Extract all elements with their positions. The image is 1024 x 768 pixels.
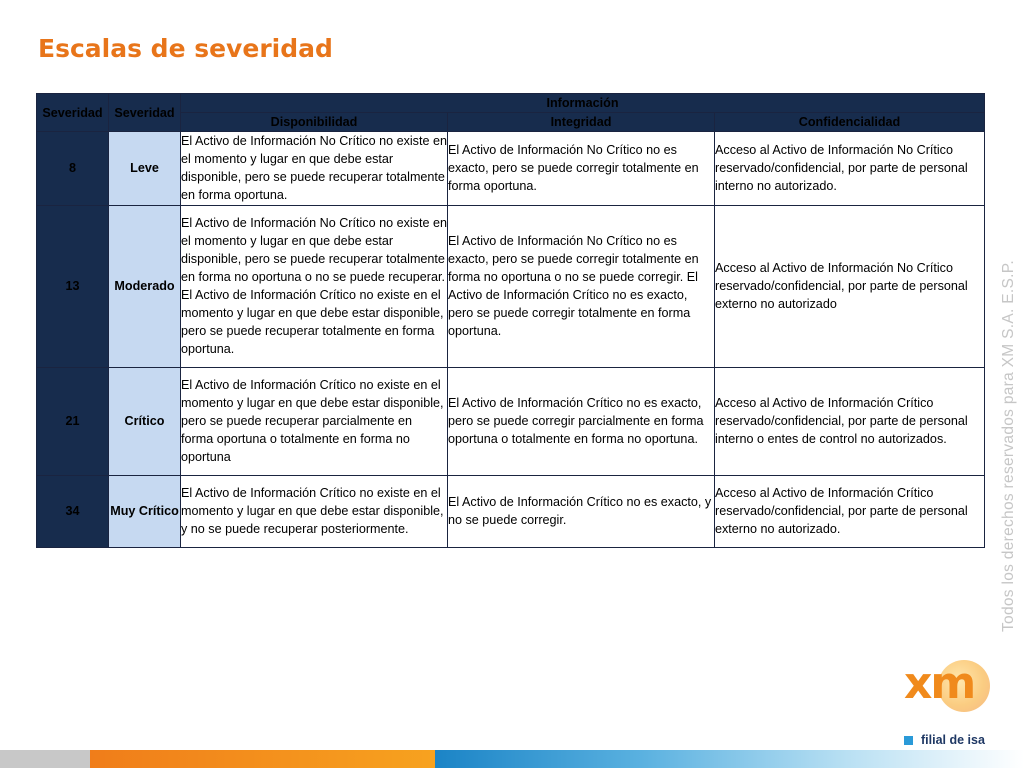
severity-level: Leve [109,132,181,205]
severity-score: 21 [37,367,109,475]
table-row [37,132,985,205]
footer-segment-orange [90,750,435,768]
table-row [37,367,985,475]
header-confidencialidad: Confidencialidad [715,113,985,132]
integridad-cell: El Activo de Información No Crítico no es exacto, pero se puede corregir totalmente en forma oportuna. [448,132,715,205]
confidencialidad-cell: Acceso al Activo de Información Crítico reservado/confidencial, por parte de personal interno o entes de control no autorizados. [715,367,985,475]
table-row [37,475,985,547]
logo-wordmark: xm [904,658,975,709]
disponibilidad-cell: El Activo de Información Crítico no existe en el momento y lugar en que debe estar disponible, y no se puede recuperar posteriormente. [181,475,448,547]
severity-score: 8 [37,132,109,205]
footer-color-bar [0,750,1024,768]
severity-level: Muy Crítico [109,475,181,547]
disponibilidad-cell: El Activo de Información Crítico no existe en el momento y lugar en que debe estar disponible, pero se puede recuperar parcialmente en forma oportuna o totalmente en forma no oportuna [181,367,448,475]
header-disponibilidad: Disponibilidad [181,113,448,132]
severity-score: 34 [37,475,109,547]
table-row [37,205,985,367]
page-title: Escalas de severidad [38,34,333,63]
integridad-cell: El Activo de Información Crítico no es exacto, y no se puede corregir. [448,475,715,547]
footer-segment-blue [435,750,1024,768]
header-row-top [37,94,985,113]
disponibilidad-cell: El Activo de Información No Crítico no existe en el momento y lugar en que debe estar disponible, pero se puede recuperar totalmente en forma oportuna. [181,132,448,205]
severity-level: Crítico [109,367,181,475]
confidencialidad-cell: Acceso al Activo de Información No Crítico reservado/confidencial, por parte de personal interno no autorizado. [715,132,985,205]
xm-logo [900,656,992,726]
severity-score: 13 [37,205,109,367]
square-bullet-icon [904,736,913,745]
confidencialidad-cell: Acceso al Activo de Información No Crítico reservado/confidencial, por parte de personal externo no autorizado [715,205,985,367]
header-severidad-level: Severidad [109,94,181,132]
severity-table [36,93,985,548]
brand-tagline [904,733,985,747]
integridad-cell: El Activo de Información Crítico no es exacto, pero se puede corregir parcialmente en forma oportuna o totalmente en forma no oportuna. [448,367,715,475]
copyright-watermark: Todos los derechos reservados para XM S.A. E.S.P. [1000,260,1017,632]
footer-segment-grey [0,750,90,768]
disponibilidad-cell: El Activo de Información No Crítico no existe en el momento y lugar en que debe estar disponible, pero se puede recuperar totalmente en forma no oportuna o no se puede recuperar. El Activo de Información Crítico no existe en el momento y lugar en que debe estar disponible, pero se puede recuperar totalmente en forma oportuna. [181,205,448,367]
severity-level: Moderado [109,205,181,367]
header-severidad-score: Severidad [37,94,109,132]
header-integridad: Integridad [448,113,715,132]
header-informacion: Información [181,94,985,113]
confidencialidad-cell: Acceso al Activo de Información Crítico reservado/confidencial, por parte de personal externo no autorizado. [715,475,985,547]
tagline-text: filial de isa [921,733,985,747]
integridad-cell: El Activo de Información No Crítico no es exacto, pero se puede corregir totalmente en forma no oportuna o no se puede corregir. El Activo de Información Crítico no es exacto, pero se puede corregir totalmente en forma oportuna. [448,205,715,367]
